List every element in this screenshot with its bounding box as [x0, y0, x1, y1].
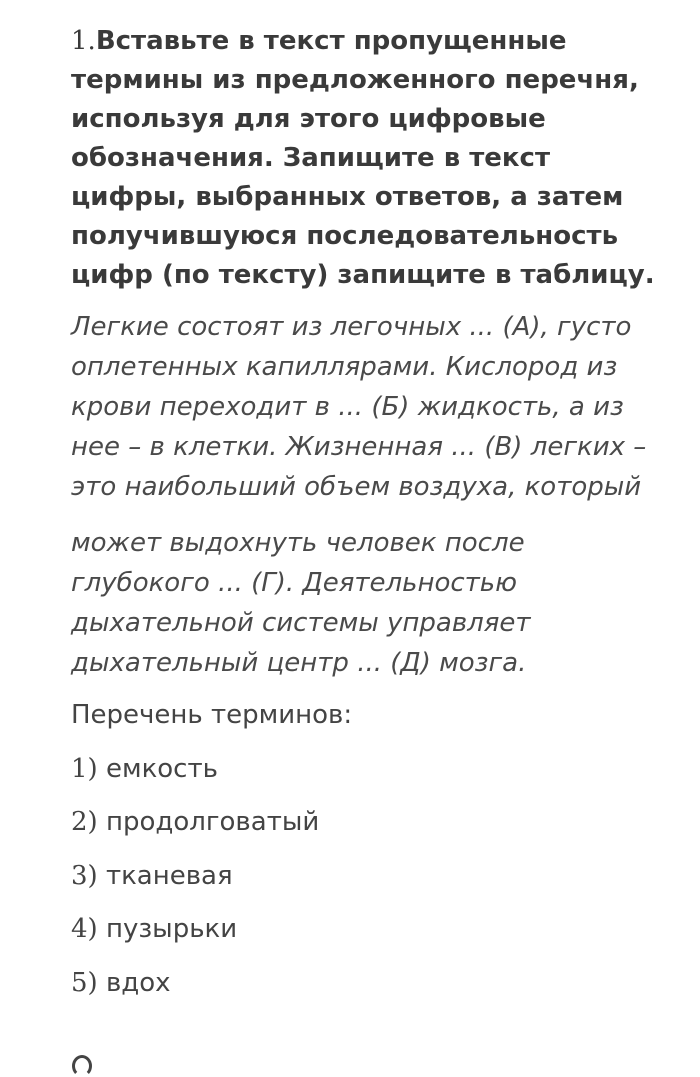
- term-text: вдох: [97, 967, 171, 998]
- term-number: 3): [71, 860, 98, 891]
- term-item-1: [71, 749, 671, 789]
- task-text: Вставьте в текст пропущенные термины из предложенного перечня, используя для этого цифровые обозначения. Запищите в текст цифры, выбранных ответов, а затем получившуюся последовательность цифр (по тексту) запищите в таблицу.: [71, 26, 655, 290]
- terms-title: Перечень терминов:: [71, 700, 353, 730]
- term-number: 2): [71, 807, 98, 837]
- document-content: [71, 22, 671, 1003]
- term-item-3: [71, 856, 671, 896]
- passage-part-2: может выдохнуть человек после глубокого ... (Г). Деятельностью дыхательной системы управляет дыхательный центр ... (Д) мозга.: [71, 528, 531, 678]
- term-text: пузырьки: [97, 914, 238, 944]
- term-item-5: [71, 963, 671, 1003]
- task-instruction: [71, 22, 671, 295]
- term-number: 4): [71, 914, 98, 944]
- term-number: 5): [71, 967, 98, 998]
- cropped-next-item-fragment: [72, 1055, 92, 1077]
- term-number: 1): [71, 753, 98, 784]
- terms-list: [71, 749, 671, 1003]
- term-item-2: [71, 802, 671, 842]
- passage-part-1: Легкие состоят из легочных ... (А), густо оплетенных капиллярами. Кислород из крови переходит в ... (Б) жидкость, а из нее – в клетки. Жизненная ... (В) легких – это наибольший объем воздуха, который: [71, 312, 647, 502]
- term-text: емкость: [97, 753, 218, 784]
- task-number: 1.: [71, 26, 96, 56]
- term-item-4: [71, 909, 671, 949]
- term-text: продолговатый: [97, 807, 320, 837]
- term-text: тканевая: [97, 860, 233, 891]
